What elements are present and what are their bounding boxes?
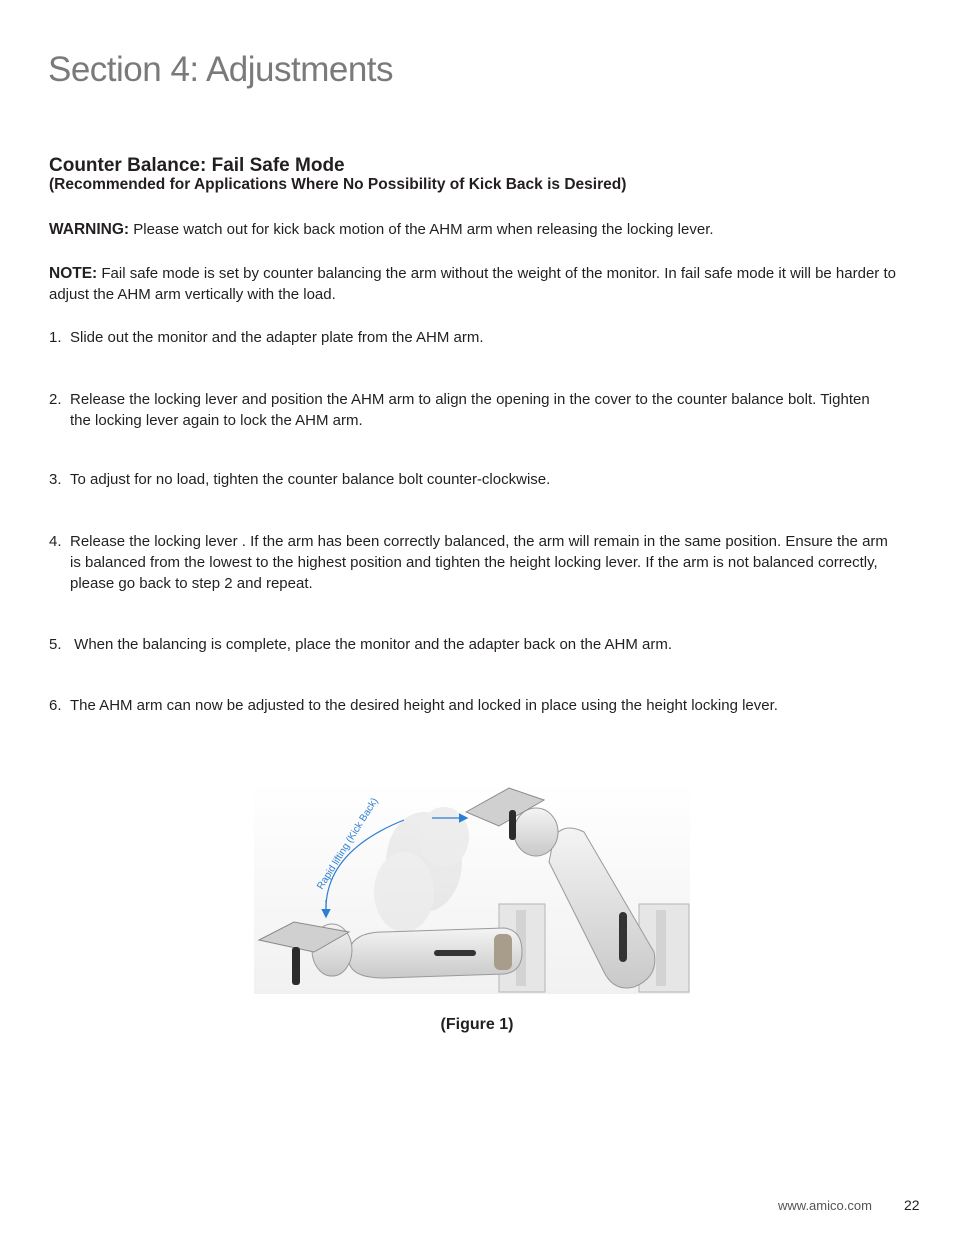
note-text: Fail safe mode is set by counter balancing the arm without the weight of the monitor. In fail safe mode it will be harder to adjust the AHM arm vertically with the load. — [49, 265, 896, 303]
step-number: 2. — [49, 391, 62, 408]
step-item — [49, 634, 889, 655]
warning-label: WARNING: — [49, 221, 130, 238]
page-title: Section 4: Adjustments — [48, 50, 394, 89]
step-item — [49, 531, 889, 594]
step-number: 3. — [49, 471, 62, 488]
step-number: 6. — [49, 697, 62, 714]
figure-caption: (Figure 1) — [440, 1016, 514, 1033]
step-text: Slide out the monitor and the adapter plate from the AHM arm. — [70, 329, 484, 346]
step-item — [49, 469, 889, 490]
section-heading: Counter Balance: Fail Safe Mode — [49, 155, 345, 176]
step-text: When the balancing is complete, place the monitor and the adapter back on the AHM arm. — [70, 636, 673, 653]
note-label: NOTE: — [49, 265, 98, 282]
warning-paragraph — [49, 219, 909, 240]
step-item — [49, 327, 889, 348]
arrow-label: Rapid lifting (Kick Back) — [315, 796, 381, 892]
section-subheading: (Recommended for Applications Where No Possibility of Kick Back is Desired) — [49, 176, 627, 193]
step-text: Release the locking lever . If the arm has been correctly balanced, the arm will remain in the same position. Ensure the arm is balanced from the lowest to the highest position and tighten the height locking lever. If the arm is not balanced correctly, please go back to step 2 and repeat. — [70, 533, 888, 592]
step-number: 4. — [49, 533, 62, 550]
footer-url[interactable]: www.amico.com — [778, 1198, 872, 1213]
step-number: 1. — [49, 329, 62, 346]
step-number: 5. — [49, 636, 62, 653]
note-paragraph — [49, 263, 909, 305]
step-item — [49, 695, 889, 716]
step-item — [49, 389, 889, 431]
step-text: Release the locking lever and position the AHM arm to align the opening in the cover to the counter balance bolt. Tighten the locking lever again to lock the AHM arm. — [70, 391, 870, 429]
step-text: The AHM arm can now be adjusted to the desired height and locked in place using the height locking lever. — [70, 697, 778, 714]
figure-arm-illustration — [254, 782, 690, 994]
warning-text: Please watch out for kick back motion of the AHM arm when releasing the locking lever. — [133, 221, 714, 238]
step-text: To adjust for no load, tighten the counter balance bolt counter-clockwise. — [70, 471, 551, 488]
page-number: 22 — [904, 1197, 920, 1213]
